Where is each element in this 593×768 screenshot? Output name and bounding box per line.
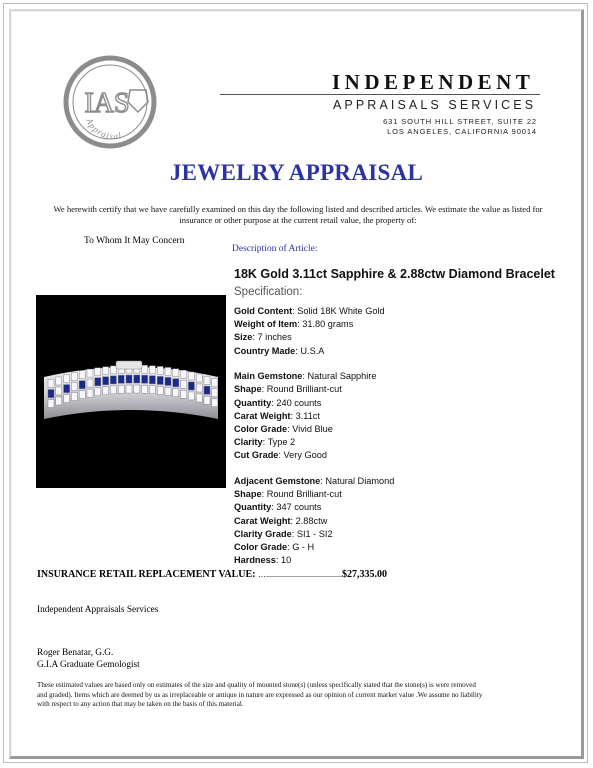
sapphire-stone	[134, 375, 140, 383]
diamond-stone	[165, 387, 171, 395]
valuation-amount: $27,335.00	[341, 569, 387, 580]
sapphire-stone	[142, 375, 148, 383]
spec-label: Carat Weight	[234, 515, 291, 526]
spec-value: 347 counts	[276, 502, 322, 513]
spec-row	[234, 488, 394, 501]
spec-label: Carat Weight	[234, 410, 291, 421]
spec-group-gap	[234, 358, 394, 371]
diamond-stone	[64, 375, 70, 383]
spec-value: 31.80 grams	[302, 319, 354, 330]
spec-label: Quantity	[234, 397, 272, 408]
spec-row	[234, 305, 394, 318]
spec-separator: :	[271, 397, 277, 408]
spec-value: 240 counts	[276, 397, 322, 408]
diamond-stone	[134, 385, 140, 393]
spec-label: Hardness	[234, 555, 276, 566]
company-subtitle: APPRAISALS SERVICES	[333, 98, 537, 112]
valuation-label: INSURANCE RETAIL REPLACEMENT VALUE:	[37, 569, 256, 580]
diamond-stone	[188, 372, 194, 380]
sapphire-stone	[79, 381, 85, 389]
spec-row	[234, 331, 394, 344]
sapphire-stone	[165, 377, 171, 385]
item-title: 18K Gold 3.11ct Sapphire & 2.88ctw Diamond Bracelet	[234, 267, 555, 281]
sapphire-stone	[48, 390, 54, 398]
valuation-leader-dots: …......................................	[257, 570, 342, 579]
spec-value: Round Brilliant-cut	[266, 384, 342, 395]
diamond-stone	[79, 371, 85, 379]
disclaimer-text: These estimated values are based only on estimates of the size and quality of mounted stone(s) (unless specifically stated that the stone(s) is were removed and graded). Items which are deemed by us as irreplaceable or antique in nature are expressed as our opinion of current market value .We assume no liability with respect to any action that may be taken on the basis of this material.	[37, 681, 483, 708]
spec-value: Type 2	[267, 437, 296, 448]
spec-separator: :	[275, 555, 281, 566]
spec-row	[234, 345, 394, 358]
spec-separator: :	[252, 332, 258, 343]
spec-value: Round Brilliant-cut	[266, 489, 342, 500]
diamond-stone	[196, 374, 202, 382]
spec-separator: :	[297, 319, 303, 330]
spec-label: Color Grade	[234, 424, 288, 434]
diamond-stone	[212, 399, 218, 407]
diamond-stone	[181, 380, 187, 388]
spec-separator: :	[261, 489, 267, 500]
diamond-stone	[157, 366, 163, 374]
certification-text: We herewith certify that we have carefully examined on this day the following listed and described articles. We estimate the value as listed for insurance or other purpose at the current retail value, the property of:	[53, 204, 543, 225]
spec-value: Natural Sapphire	[307, 371, 377, 382]
diamond-stone	[188, 392, 194, 400]
spec-row	[234, 449, 394, 462]
spec-row	[234, 423, 394, 436]
spec-value: 10	[280, 555, 292, 566]
spec-label: Color Grade	[234, 542, 288, 552]
sapphire-stone	[173, 379, 179, 387]
diamond-stone	[181, 390, 187, 398]
spec-value: G - H	[292, 542, 315, 552]
spec-separator: :	[278, 450, 284, 461]
sapphire-stone	[157, 376, 163, 384]
spec-row	[234, 436, 394, 449]
spec-row	[234, 370, 394, 383]
spec-label: Weight of Item	[234, 319, 298, 330]
sapphire-stone	[103, 377, 109, 385]
diamond-stone	[48, 380, 54, 388]
spec-separator: :	[287, 424, 293, 434]
diamond-stone	[56, 397, 62, 405]
logo-arc-text: Appraisal	[84, 116, 124, 142]
ias-logo	[62, 54, 158, 150]
spec-value: 2.88ctw	[295, 515, 328, 526]
diamond-stone	[64, 395, 70, 403]
specification-label: Specification:	[234, 286, 303, 298]
sapphire-stone	[95, 378, 101, 386]
spec-separator: :	[292, 306, 298, 316]
diamond-stone	[87, 389, 93, 397]
sapphire-stone	[126, 375, 132, 383]
spec-label: Clarity Grade	[234, 528, 292, 539]
logo-monogram: IAS	[84, 88, 130, 119]
diamond-stone	[79, 391, 85, 399]
spec-row	[234, 554, 394, 567]
diamond-stone	[165, 367, 171, 375]
diamond-stone	[181, 370, 187, 378]
spec-label: Size	[234, 332, 253, 343]
company-address-line2: LOS ANGELES, CALIFORNIA 90014	[387, 127, 537, 136]
spec-separator: :	[287, 542, 293, 552]
spec-value: Solid 18K White Gold	[297, 306, 385, 316]
document-title: JEWELRY APPRAISAL	[169, 160, 424, 185]
spec-separator: :	[302, 371, 308, 382]
spec-label: Clarity	[234, 437, 263, 448]
spec-row	[234, 541, 394, 554]
diamond-stone	[173, 389, 179, 397]
diamond-stone	[157, 386, 163, 394]
diamond-stone	[204, 396, 210, 404]
diamond-stone	[103, 367, 109, 375]
spec-value: SI1 - SI2	[296, 528, 333, 539]
spec-row	[234, 501, 394, 514]
spec-value: Very Good	[283, 450, 327, 461]
spec-separator: :	[290, 410, 296, 421]
diamond-stone	[95, 368, 101, 376]
sapphire-stone	[64, 385, 70, 393]
spec-label: Shape	[234, 384, 262, 395]
diamond-stone	[87, 379, 93, 387]
sapphire-stone	[204, 386, 210, 394]
diamond-stone	[142, 385, 148, 393]
spec-row	[234, 515, 394, 528]
spec-value: 7 inches	[257, 332, 292, 343]
spec-row	[234, 318, 394, 331]
bracelet-photo	[36, 295, 226, 488]
spec-separator: :	[320, 476, 326, 487]
diamond-stone	[95, 388, 101, 396]
diamond-stone	[149, 366, 155, 374]
spec-separator: :	[261, 384, 267, 395]
spec-row	[234, 410, 394, 423]
diamond-stone	[110, 366, 116, 374]
spec-label: Gold Content	[234, 306, 293, 316]
spec-value: Natural Diamond	[325, 476, 395, 487]
valuation-line	[37, 569, 387, 580]
spec-separator: :	[262, 437, 268, 448]
spec-separator: :	[295, 345, 301, 356]
issuer-name: Independent Appraisals Services	[37, 605, 159, 615]
spec-label: Country Made	[234, 345, 296, 356]
svg-text:Appraisal	[84, 115, 123, 141]
diamond-stone	[126, 385, 132, 393]
spec-group-gap	[234, 463, 394, 476]
sapphire-stone	[110, 376, 116, 384]
sapphire-stone	[188, 382, 194, 390]
specification-list	[234, 305, 394, 567]
diamond-stone	[142, 365, 148, 373]
diamond-stone	[56, 387, 62, 395]
diamond-stone	[149, 386, 155, 394]
sapphire-stone	[118, 375, 124, 383]
company-address-line1: 631 SOUTH HILL STREET, SUITE 22	[383, 117, 537, 126]
diamond-stone	[110, 386, 116, 394]
diamond-stone	[118, 385, 124, 393]
spec-value: Vivid Blue	[292, 424, 333, 434]
spec-label: Main Gemstone	[234, 371, 303, 382]
spec-separator: :	[290, 515, 296, 526]
company-name: INDEPENDENT	[332, 70, 535, 94]
diamond-stone	[56, 377, 62, 385]
diamond-stone	[212, 379, 218, 387]
spec-value: 3.11ct	[295, 410, 320, 421]
owner-name: To Whom It May Concern	[84, 236, 185, 246]
diamond-stone	[173, 369, 179, 377]
spec-label: Shape	[234, 489, 262, 500]
diamond-stone	[196, 394, 202, 402]
spec-label: Quantity	[234, 502, 272, 513]
spec-value: U.S.A	[300, 345, 325, 356]
diamond-stone	[48, 400, 54, 408]
header-divider	[220, 94, 540, 95]
spec-separator: :	[271, 502, 277, 513]
diamond-stone	[71, 393, 77, 401]
diamond-stone	[87, 369, 93, 377]
diamond-stone	[196, 384, 202, 392]
spec-row	[234, 528, 394, 541]
diamond-stone	[71, 383, 77, 391]
description-label: Description of Article:	[232, 244, 318, 254]
diamond-stone	[212, 389, 218, 397]
spec-row	[234, 475, 394, 488]
diamond-stone	[71, 373, 77, 381]
diamond-stone	[103, 387, 109, 395]
signatory-title: G.I.A Graduate Gemologist	[37, 660, 140, 670]
signatory-name: Roger Benatar, G.G.	[37, 648, 114, 658]
diamond-stone	[204, 376, 210, 384]
spec-row	[234, 397, 394, 410]
spec-label: Adjacent Gemstone	[234, 476, 321, 487]
spec-separator: :	[291, 528, 297, 539]
sapphire-stone	[149, 376, 155, 384]
spec-label: Cut Grade	[234, 450, 279, 461]
spec-row	[234, 383, 394, 396]
